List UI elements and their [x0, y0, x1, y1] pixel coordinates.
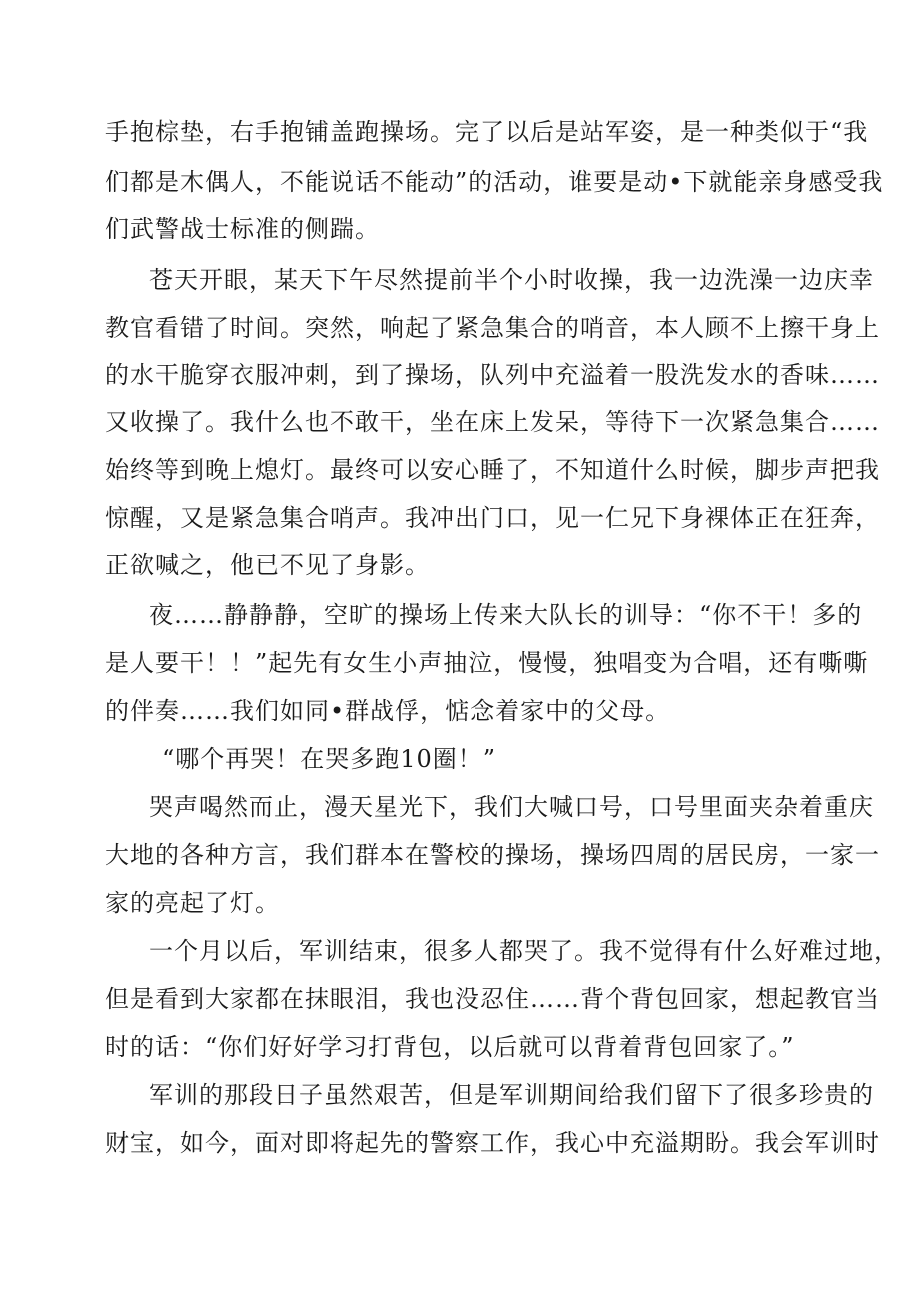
text-line: 军训的那段日子虽然艰苦，但是军训期间给我们留下了很多珍贵的	[149, 1081, 874, 1109]
text-line: 们武警战士标准的侧踹。	[105, 215, 380, 243]
text-line: 一个月以后，军训结束，很多人都哭了。我不觉得有什么好难过地，	[149, 937, 899, 965]
text-line: 财宝，如今，面对即将起先的警察工作，我心中充溢期盼。我会军训时	[105, 1129, 880, 1157]
text-line: 的水干脆穿衣服冲刺，到了操场，队列中充溢着一股洗发水的香味……	[105, 361, 880, 389]
text-line: 苍天开眼，某天下午尽然提前半个小时收操，我一边洗澡一边庆幸	[149, 266, 874, 294]
text-line: 们都是木偶人，不能说话不能动”的活动，谁要是动•下就能亲身感受我	[105, 168, 884, 196]
text-line: 正欲喊之，他已不见了身影。	[105, 551, 430, 579]
text-line: 惊醒，又是紧急集合哨声。我冲出门口，见一仁兄下身裸体正在狂奔，	[105, 504, 880, 532]
text-line: 是人要干！！”起先有女生小声抽泣，慢慢，独唱变为合唱，还有嘶嘶	[105, 649, 869, 677]
text-line: 又收操了。我什么也不敢干，坐在床上发呆，等待下一次紧急集合……	[105, 408, 880, 436]
text-line: 始终等到晚上熄灯。最终可以安心睡了，不知道什么时候，脚步声把我	[105, 456, 880, 484]
text-line: 时的话：“你们好好学习打背包，以后就可以背着背包回家了。”	[105, 1033, 795, 1061]
text-line: 教官看错了时间。突然，响起了紧急集合的哨音，本人顾不上擦干身上	[105, 314, 880, 342]
text-line: 但是看到大家都在抹眼泪，我也没忍住……背个背包回家，想起教官当	[105, 985, 880, 1013]
text-line: 手抱棕垫，右手抱铺盖跑操场。完了以后是站军姿，是一种类似于“我	[105, 118, 869, 146]
text-line: 的伴奏……我们如同•群战俘，惦念着家中的父母。	[105, 697, 671, 725]
text-line: 大地的各种方言，我们群本在警校的操场，操场四周的居民房，一家一	[105, 841, 880, 869]
text-line: 哭声喝然而止，漫天星光下，我们大喊口号，口号里面夹杂着重庆	[149, 793, 874, 821]
text-line: 夜……静静静，空旷的操场上传来大队长的训导：“你不干！多的	[149, 601, 863, 629]
text-line: 家的亮起了灯。	[105, 889, 280, 917]
quote-line: “哪个再哭！在哭多跑10圈！”	[162, 745, 497, 773]
